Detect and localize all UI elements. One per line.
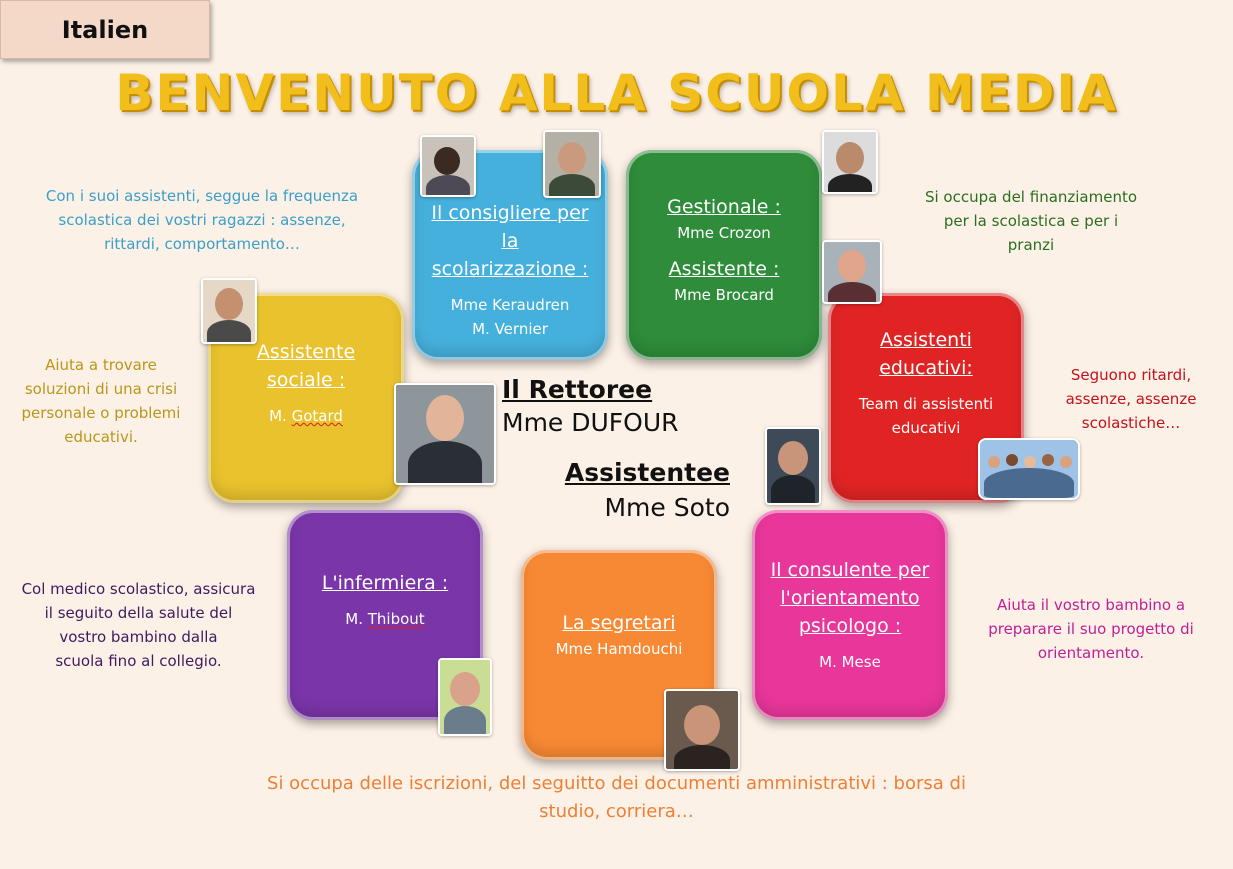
card-heading: educativi: — [879, 357, 973, 379]
photo-vernier — [543, 130, 601, 198]
desc-line: Col medico scolastico, assicura — [21, 580, 256, 598]
rector-name: Mme DUFOUR — [502, 408, 679, 437]
card-heading: psicologo : — [798, 615, 902, 637]
desc-line: orientamento. — [1037, 644, 1145, 662]
desc-consigliere — [22, 184, 382, 256]
card-heading: Assistente — [256, 341, 356, 363]
photo-team-educativi — [978, 438, 1080, 500]
photo-keraudren — [420, 135, 476, 197]
desc-line: Seguono ritardi, — [1070, 366, 1192, 384]
desc-line: rittardi, comportamento… — [104, 235, 300, 253]
rector-title: Il Rettoree — [502, 375, 653, 404]
photo-brocard — [822, 240, 882, 304]
desc-gestionale — [895, 185, 1167, 257]
card-heading: La segretari — [562, 612, 676, 634]
language-badge: Italien — [0, 0, 210, 59]
desc-line: soluzioni di una crisi — [24, 380, 178, 398]
rector-block — [502, 375, 679, 437]
page-title: BENVENUTO ALLA SCUOLA MEDIA — [115, 64, 1118, 122]
desc-line: scolastiche… — [1081, 414, 1181, 432]
desc-line: Aiuta a trovare — [45, 356, 157, 374]
desc-line: studio, corriera… — [539, 801, 694, 822]
card-name: educativi — [891, 419, 961, 437]
card-heading: Assistenti — [880, 329, 972, 351]
desc-line: vostro bambino dalla — [59, 628, 218, 646]
desc-infermiera — [6, 577, 271, 673]
name-surname: Gotard — [291, 407, 343, 425]
desc-line: educativi. — [64, 428, 138, 446]
card-heading: la — [501, 230, 519, 252]
name-prefix: M. — [269, 407, 292, 425]
card-name: M. Vernier — [472, 320, 548, 338]
desc-line: Aiuta il vostro bambino a — [996, 596, 1186, 614]
name-surname: Thibout — [367, 610, 425, 628]
card-heading: Assistente : — [668, 258, 780, 280]
desc-line: pranzi — [1007, 236, 1055, 254]
card-heading: sociale : — [266, 369, 346, 391]
desc-consulente — [960, 593, 1222, 665]
desc-line: scuola fino al collegio. — [55, 652, 222, 670]
desc-line: scolastica dei vostri ragazzi : assenze, — [58, 211, 346, 229]
desc-line: il seguito della salute del — [44, 604, 233, 622]
desc-segretari — [230, 770, 1003, 826]
card-heading: Il consulente per — [770, 559, 930, 581]
card-name: Mme Brocard — [674, 286, 774, 304]
assistant-block — [560, 458, 730, 522]
card-name — [345, 607, 424, 631]
card-heading: Il consigliere per — [431, 202, 589, 224]
card-heading: l'orientamento — [780, 587, 920, 609]
assistant-title: Assistentee — [564, 458, 730, 487]
photo-soto — [765, 427, 821, 505]
desc-line: Con i suoi assistenti, seggue la frequenza — [45, 187, 359, 205]
card-name: Mme Keraudren — [450, 296, 570, 314]
desc-line: personale o problemi — [21, 404, 181, 422]
desc-sociale — [5, 353, 197, 449]
photo-dufour — [394, 383, 496, 485]
card-name: M. Mese — [819, 653, 881, 671]
name-prefix: M. — [345, 610, 368, 628]
photo-hamdouchi — [664, 689, 740, 771]
card-consulente — [752, 510, 948, 720]
card-name: Team di assistenti — [858, 395, 994, 413]
card-name: Mme Hamdouchi — [555, 640, 683, 658]
photo-gotard — [201, 278, 257, 344]
desc-line: preparare il suo progetto di — [988, 620, 1194, 638]
card-heading: L'infermiera : — [321, 572, 449, 594]
card-name: Mme Crozon — [677, 224, 771, 242]
card-heading: Gestionale : — [667, 196, 781, 218]
desc-line: per la scolastica e per i — [943, 212, 1119, 230]
photo-thibout — [438, 658, 492, 736]
desc-line: Si occupa delle iscrizioni, del seguitto dei documenti amministrativi : borsa di — [267, 773, 966, 794]
card-name — [269, 404, 343, 428]
desc-line: Si occupa del finanziamento — [924, 188, 1138, 206]
card-gestionale — [626, 150, 822, 360]
desc-educativi — [1050, 363, 1212, 435]
photo-crozon — [822, 130, 878, 194]
assistant-name: Mme Soto — [604, 493, 730, 522]
desc-line: assenze, assenze — [1065, 390, 1197, 408]
card-heading: scolarizzazione : — [431, 258, 589, 280]
